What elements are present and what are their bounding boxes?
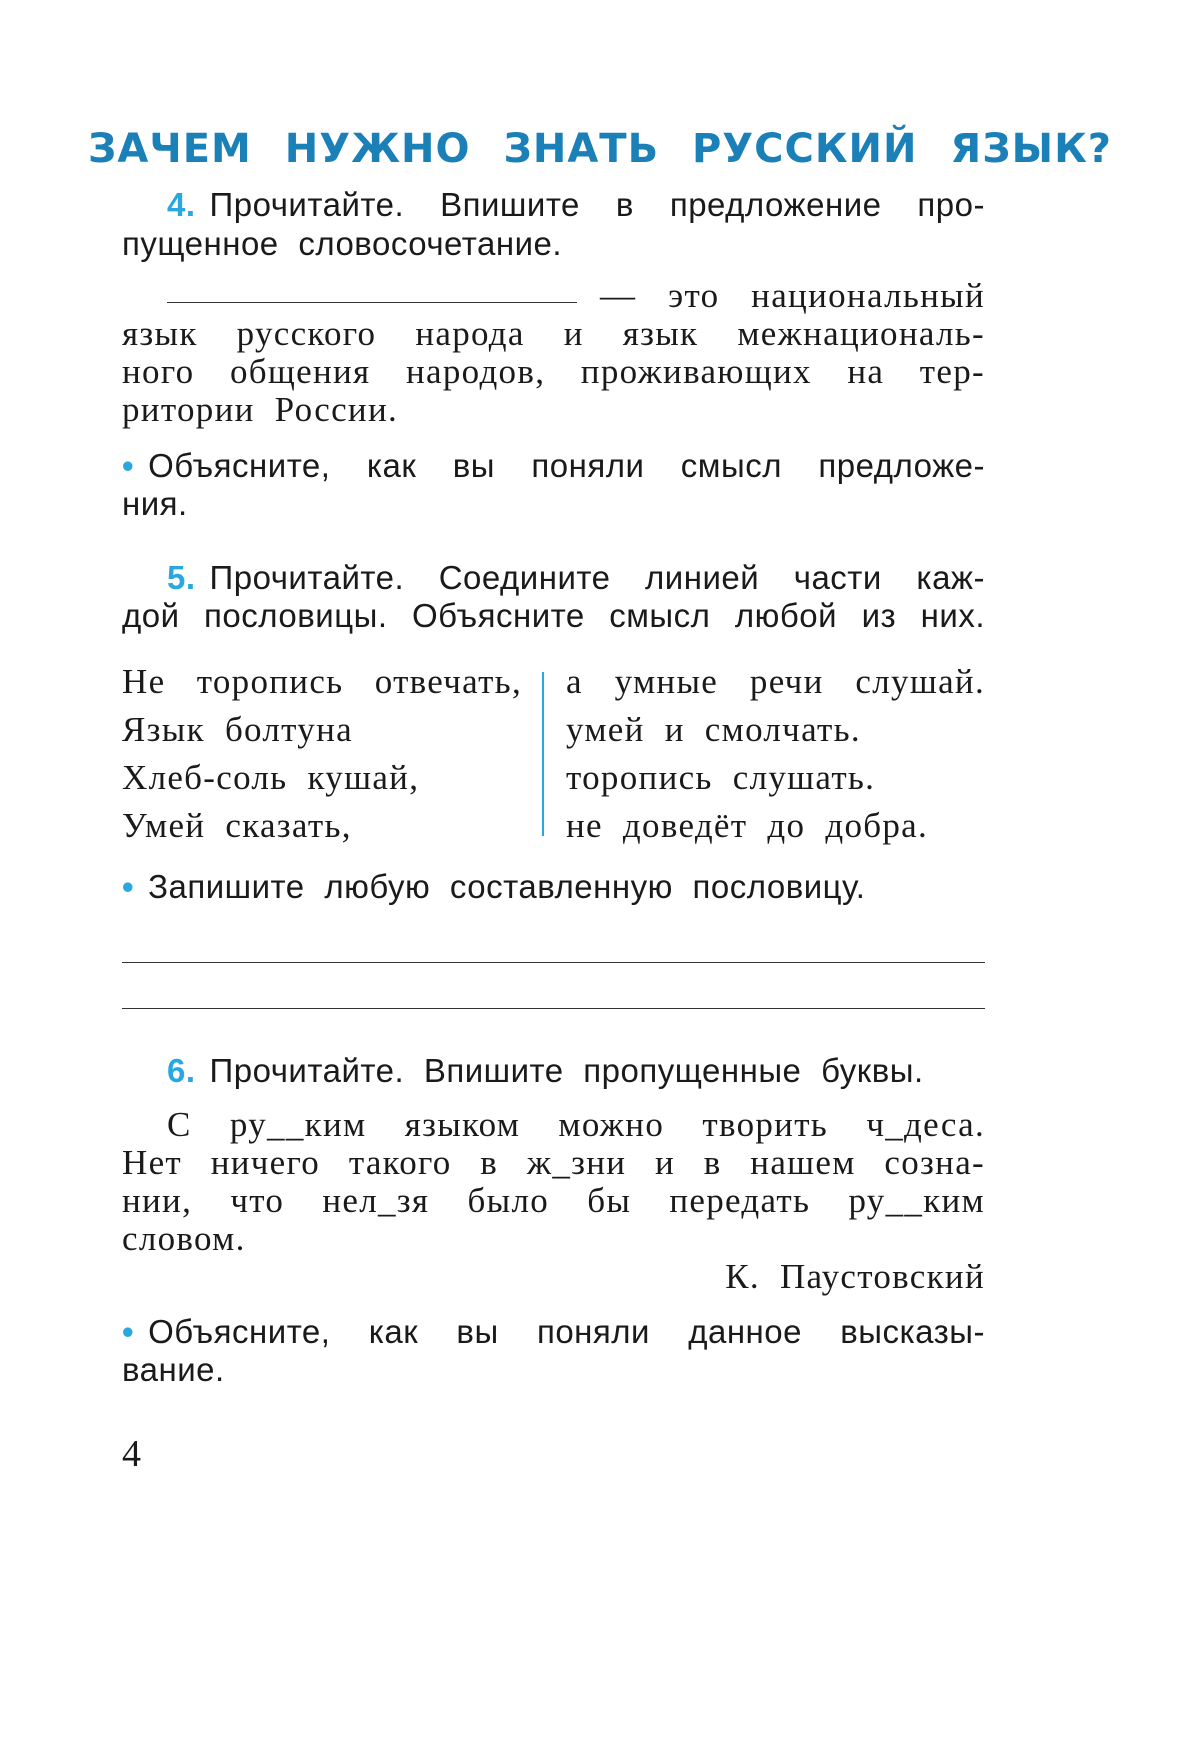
ex4-text-line-4: ритории России. <box>122 390 399 429</box>
ex4-question-line-2: ния. <box>122 485 188 522</box>
ex5-task-line-2: дой пословицы. Объясните смысл любой из них. <box>122 597 985 634</box>
ex5-question <box>122 868 865 906</box>
bullet-icon: • <box>122 447 135 484</box>
proverb-right-1[interactable]: а умные речи слушай. <box>566 662 985 701</box>
ex4-text-line-2: язык русского народа и язык межнациональ- <box>122 314 985 353</box>
ex6-task-text: Прочитайте. Впишите пропущенные буквы. <box>209 1052 924 1089</box>
ex5-question-text: Запишите любую составленную пословицу. <box>148 868 866 905</box>
proverb-left-1[interactable]: Не торопись отвечать, <box>122 662 522 701</box>
ex5-number: 5. <box>167 559 196 596</box>
ex4-task-line-1 <box>167 186 985 224</box>
ex6-text-line-3[interactable]: нии, что нел_зя было бы передать ру__ким <box>122 1181 985 1220</box>
ex6-task <box>167 1052 924 1090</box>
quote-author: К. Паустовский <box>725 1257 985 1296</box>
ex6-question-text-1: Объясните, как вы поняли данное высказы- <box>148 1313 985 1350</box>
page-title: ЗАЧЕМ НУЖНО ЗНАТЬ РУССКИЙ ЯЗЫК? <box>88 126 1112 172</box>
bullet-icon: • <box>122 868 135 905</box>
ex6-question-line-2: вание. <box>122 1351 225 1388</box>
ex6-text-line-2[interactable]: Нет ничего такого в ж_зни и в нашем созна- <box>122 1143 985 1182</box>
ex4-text-line-3: ного общения народов, проживающих на тер- <box>122 352 985 391</box>
ex4-text-line-1: — это национальный <box>600 276 985 315</box>
ex4-task-text-1: Прочитайте. Впишите в предложение про- <box>209 186 985 223</box>
ex5-task-text-1: Прочитайте. Соедините линией части каж- <box>209 559 985 596</box>
proverb-right-3[interactable]: торопись слушать. <box>566 758 876 797</box>
proverb-right-4[interactable]: не доведёт до добра. <box>566 806 929 845</box>
ex4-answer-blank[interactable] <box>167 302 577 303</box>
ex4-question-text-1: Объясните, как вы поняли смысл предложе- <box>148 447 985 484</box>
ex4-task-line-2: пущенное словосочетание. <box>122 225 563 262</box>
ex6-number: 6. <box>167 1052 196 1089</box>
proverb-divider <box>542 672 544 836</box>
proverb-left-4[interactable]: Умей сказать, <box>122 806 352 845</box>
page-number: 4 <box>122 1433 141 1475</box>
writing-line-1[interactable] <box>122 962 985 963</box>
writing-line-2[interactable] <box>122 1008 985 1009</box>
ex6-question-line-1 <box>122 1313 985 1351</box>
proverb-left-3[interactable]: Хлеб-соль кушай, <box>122 758 420 797</box>
proverb-right-2[interactable]: умей и смолчать. <box>566 710 861 749</box>
bullet-icon: • <box>122 1313 135 1350</box>
ex4-number: 4. <box>167 186 196 223</box>
ex6-text-line-4: словом. <box>122 1219 246 1258</box>
ex5-task-line-1 <box>167 559 985 597</box>
proverb-left-2[interactable]: Язык болтуна <box>122 710 353 749</box>
ex6-text-line-1[interactable]: С ру__ким языком можно творить ч_деса. <box>167 1105 985 1144</box>
ex4-question-line-1 <box>122 447 985 485</box>
